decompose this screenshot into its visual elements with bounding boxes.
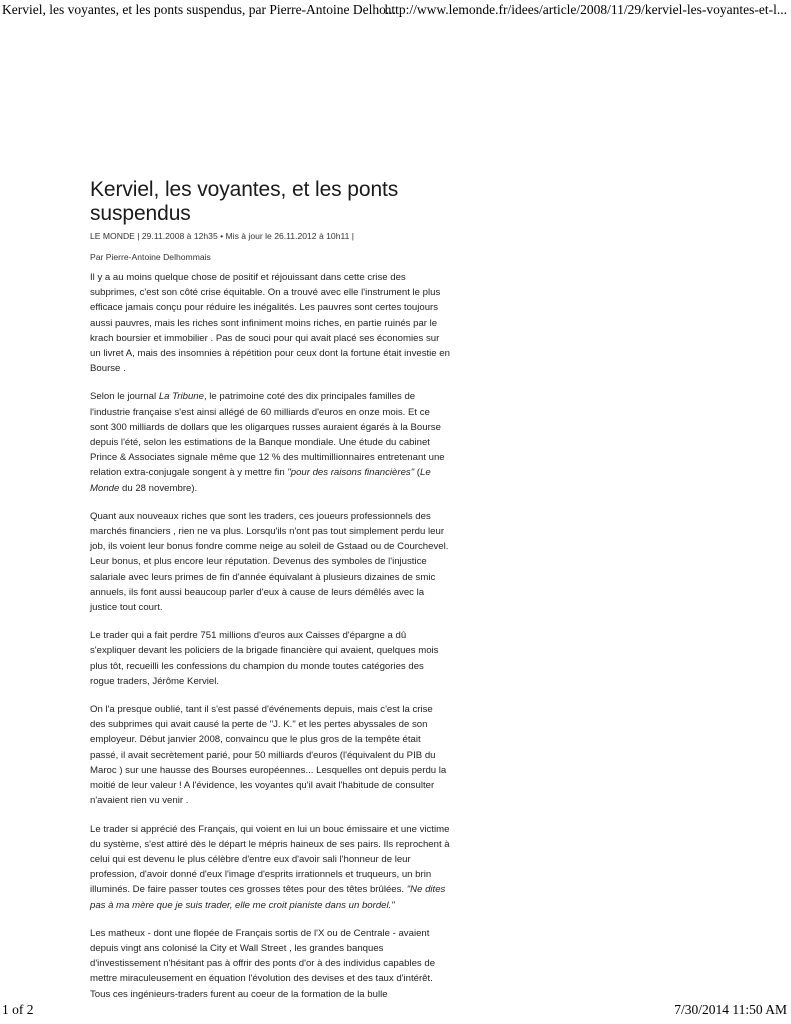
paragraph-text: (: [414, 467, 421, 479]
newspaper-name: La Tribune: [158, 391, 204, 403]
page-number: 1 of 2: [2, 1002, 34, 1017]
article: [90, 178, 450, 1015]
paragraph-7: [90, 926, 450, 1002]
paragraph-6: [90, 822, 450, 913]
paragraph-4: [90, 628, 450, 689]
paragraph-text: On l'a presque oublié, tant il s'est passé d'événements depuis, mais c'est la crise des subprimes qui avait causé la perte de "J. K." et les pertes abyssales de son employeur. Début janvier 2008, convaincu que le plus gros de la tempête était passé, il avait secrètement parié, pour 50 milliards d'euros (l'équivalent du PIB du Maroc ) sur une hausse des Bourses européennes... Lesquelles ont depuis perdu la moitié de leur valeur ! A l'évidence, les voyantes qu'il avait l'habitude de consulter n'avaient rien vu venir .: [90, 704, 447, 807]
newspaper-name: Le Monde: [90, 467, 431, 494]
print-header-title: Kerviel, les voyantes, et les ponts suspendus, par Pierre-Antoine Delho...: [2, 2, 397, 17]
article-byline: Par Pierre-Antoine Delhommais: [90, 252, 211, 262]
paragraph-5: [90, 702, 450, 808]
paragraph-text: Le trader qui a fait perdre 751 millions d'euros aux Caisses d'épargne a dû s'expliquer devant les policiers de la brigade financière qui avaient, quelques mois plus tôt, recueilli les confessions du champion du monde toutes catégories des rogue traders, Jérôme Kerviel.: [90, 630, 439, 687]
paragraph-text: , le patrimoine coté des dix principales familles de l'industrie française s'est ainsi allégé de 60 milliards d'euros en onze mois. Et ce sont 300 milliards de dollars que les oligarques russes auraient égarés à la Bourse depuis l'été, selon les estimations de la Banque mondiale. Une étude du cabinet Prince & Associates signale même que 12 % des multimillionnaires entretenant une relation extra-conjugale songent à y mettre fin: [90, 391, 445, 479]
paragraph-text: Les matheux - dont une flopée de Français sortis de l'X ou de Centrale - avaient depuis vingt ans colonisé la City et Wall Street , les grandes banques d'investissement n'hésitant pas à offrir des ponts d'or à des individus capables de mettre miraculeusement en équation l'évolution des devises et des taux d'intérêt. Tous ces ingénieurs-traders furent au coeur de la formation de la bulle: [90, 927, 436, 1000]
paragraph-text: Il y a au moins quelque chose de positif et réjouissant dans cette crise des subprimes, c'est son côté crise équitable. On a trouvé avec elle l'instrument le plus efficace jamais conçu pour réduire les inégalités. Les pauvres sont certes toujours aussi pauvres, mais les riches sont infiniment moins riches, en partie ruinés par le krach boursier et immobilier . Pas de souci pour qui avait placé ses économies sur un livret A, mais des insomnies à répétition pour ceux dont la fortune était investie en Bourse .: [90, 272, 450, 375]
print-date: 7/30/2014 11:50 AM: [674, 1002, 787, 1017]
article-title: Kerviel, les voyantes, et les ponts suspendus: [90, 178, 399, 225]
paragraph-1: [90, 270, 450, 376]
paragraph-2: [90, 389, 450, 495]
print-header-url: http://www.lemonde.fr/idees/article/2008/11/29/kerviel-les-voyantes-et-l...: [384, 2, 787, 17]
quote: "pour des raisons financières": [287, 467, 415, 479]
print-header: [0, 2, 791, 22]
print-footer: [0, 1002, 791, 1022]
paragraph-text: du 28 novembre).: [119, 482, 198, 494]
article-meta: LE MONDE | 29.11.2008 à 12h35 • Mis à jour le 26.11.2012 à 10h11 |: [90, 231, 355, 241]
quote: "Ne dites pas à ma mère que je suis trader, elle me croit pianiste dans un bordel.": [90, 884, 446, 911]
article-body: [90, 270, 450, 1002]
paragraph-text: Quant aux nouveaux riches que sont les traders, ces joueurs professionnels des marchés financiers , rien ne va plus. Lorsqu'ils n'ont pas tout simplement perdu leur job, ils voient leur bonus fondre comme neige au soleil de Gstaad ou de Courchevel. Leur bonus, et plus encore leur réputation. Devenus des symboles de l'injustice salariale avec leurs primes de fin d'année équivalant à plusieurs dizaines de smic annuels, ils font aussi beaucoup parler d'eux à cause de leurs démêlés avec la justice tout court.: [90, 510, 449, 614]
paragraph-text: Le trader si apprécié des Français, qui voient en lui un bouc émissaire et une victime du système, s'est attiré dès le départ le mépris haineux de ses pairs. Ils reprochent à celui qui est devenu le plus célèbre d'entre eux d'avoir sali l'honneur de leur profession, d'avoir donné d'eux l'image d'esprits irrationnels et truqueurs, un brin illuminés. De faire passer toutes ces grosses têtes pour des têtes brûlées.: [90, 823, 450, 896]
paragraph-text: Selon le journal: [90, 391, 159, 403]
paragraph-3: [90, 509, 450, 615]
